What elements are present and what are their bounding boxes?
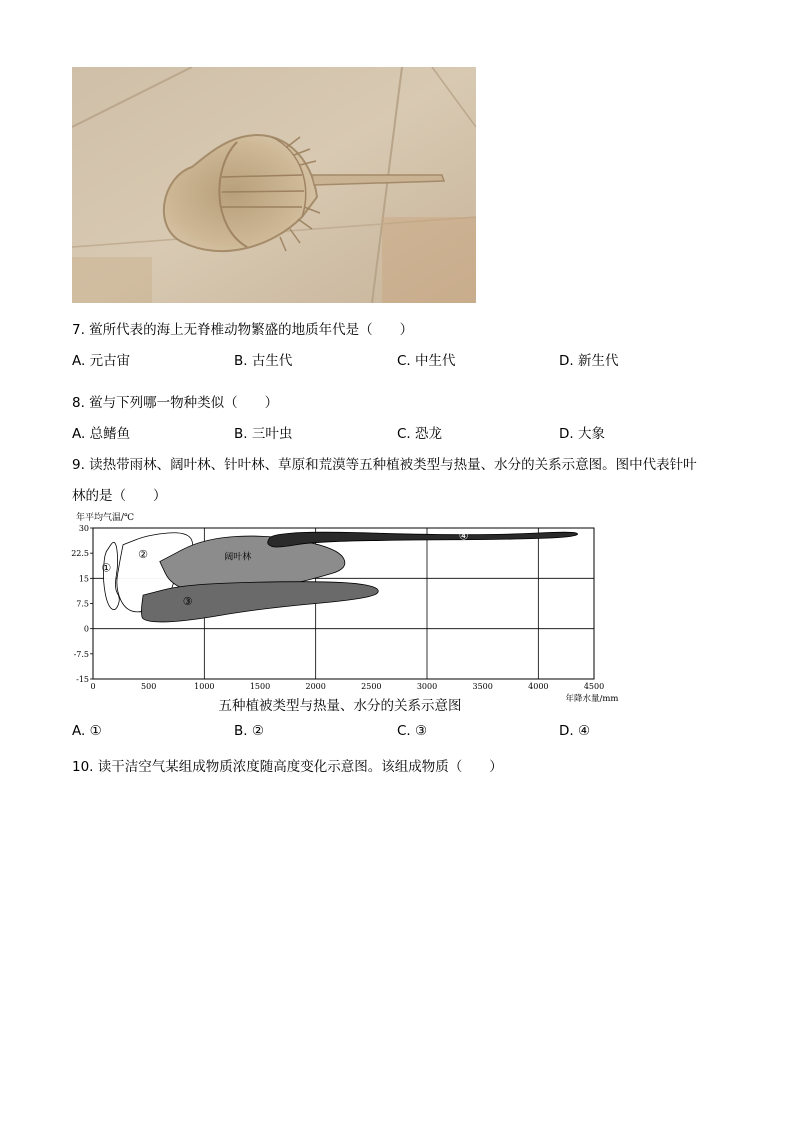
q7-option-b: B. 古生代 [234, 353, 293, 369]
y-axis-label: 年平均气温/℃ [76, 513, 135, 523]
q7-option-c: C. 中生代 [397, 353, 456, 369]
y-tick-label: -15 [76, 675, 89, 684]
x-tick-label: 4500 [583, 682, 605, 691]
vegetation-climate-chart [70, 508, 630, 708]
y-tick-label: 22.5 [71, 549, 89, 559]
x-tick-label: 3000 [416, 682, 438, 691]
region-label-3: 阔叶林 [224, 552, 252, 563]
horseshoe-crab-fossil-image [72, 67, 476, 303]
q8-option-d: D. 大象 [559, 426, 605, 442]
q7-option-d: D. 新生代 [559, 353, 619, 369]
region-label-5: ④ [458, 529, 469, 543]
q8-option-a: A. 总鳍鱼 [72, 426, 131, 442]
fossil-photo-drawing [72, 67, 476, 303]
question-8-stem: 8. 鲎与下列哪一物种类似（ ） [72, 395, 279, 411]
x-tick-label: 0 [90, 682, 96, 691]
q8-option-c: C. 恐龙 [397, 426, 443, 442]
x-tick-label: 500 [141, 682, 157, 691]
y-tick-label: 30 [78, 524, 89, 533]
y-tick-label: 15 [78, 574, 89, 584]
region-label-1: ① [101, 561, 112, 575]
q9-option-c: C. ③ [397, 723, 428, 739]
chart-svg [70, 508, 630, 708]
question-7-stem: 7. 鲎所代表的海上无脊椎动物繁盛的地质年代是（ ） [72, 322, 414, 338]
y-tick-label: -7.5 [73, 649, 89, 659]
question-10-stem: 10. 读干洁空气某组成物质浓度随高度变化示意图。该组成物质（ ） [72, 759, 503, 775]
x-tick-label: 1000 [194, 682, 215, 691]
x-tick-label: 3500 [472, 682, 493, 691]
x-tick-label: 1500 [249, 682, 271, 691]
x-axis-label: 年降水量/mm [565, 694, 619, 704]
region-label-2: ② [138, 547, 149, 561]
q7-option-a: A. 元古宙 [72, 353, 131, 369]
question-9-stem-line1: 9. 读热带雨林、阔叶林、针叶林、草原和荒漠等五种植被类型与热量、水分的关系示意图。图中代表针叶 [72, 457, 697, 473]
x-tick-label: 2500 [361, 682, 382, 691]
chart-title: 五种植被类型与热量、水分的关系示意图 [218, 698, 462, 714]
q9-option-b: B. ② [234, 723, 264, 739]
question-9-stem-line2: 林的是（ ） [72, 488, 167, 504]
x-tick-label: 2000 [305, 682, 326, 691]
q9-option-a: A. ① [72, 723, 102, 739]
vegetation-region-4 [141, 582, 378, 622]
q8-option-b: B. 三叶虫 [234, 426, 293, 442]
y-tick-label: 7.5 [76, 599, 89, 609]
x-tick-label: 4000 [528, 682, 549, 691]
region-label-4: ③ [182, 594, 193, 608]
q9-option-d: D. ④ [559, 723, 591, 739]
y-tick-label: 0 [83, 624, 89, 634]
